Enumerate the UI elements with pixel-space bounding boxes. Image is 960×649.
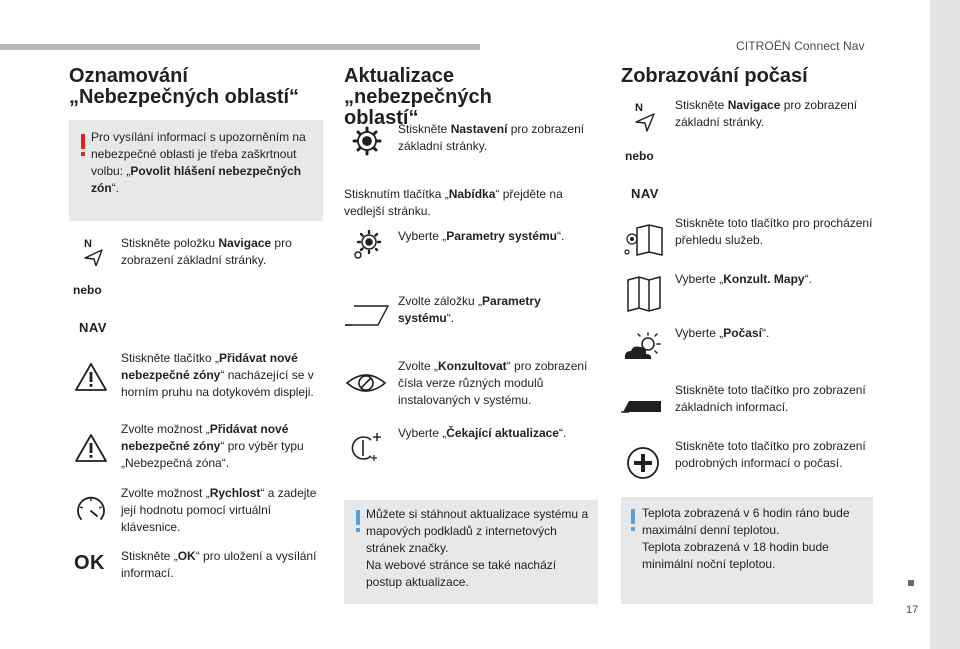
- svg-text:N: N: [84, 238, 92, 250]
- step-add-hazard: Stiskněte tlačítko „Přidávat nové nebezpečné zóny“ nacházející se v horním pruhu na dotykovém displeji.: [121, 351, 314, 399]
- svg-text:N: N: [635, 102, 643, 114]
- speedometer-icon[interactable]: [75, 494, 107, 524]
- warning-triangle-icon[interactable]: [74, 362, 108, 392]
- basic-info-tab-icon[interactable]: [621, 399, 663, 413]
- step-basic-info: Stiskněte toto tlačítko pro zobrazení základních informací.: [675, 383, 866, 414]
- warning-triangle-icon[interactable]: [74, 433, 108, 463]
- step-weather: Vyberte „Počasí“.: [675, 326, 770, 340]
- navigation-icon[interactable]: [82, 236, 104, 266]
- step-system-tab: Zvolte záložku „Parametry systému“.: [398, 294, 541, 325]
- info-note: Můžete si stáhnout aktualizace systému a mapových podkladů z internetových stránek značky. Na webové stránce se také nachází postup aktualizace.: [344, 500, 598, 604]
- step-menu: Stisknutím tlačítka „Nabídka“ přejděte na vedlejší stránku.: [344, 187, 563, 218]
- section-title: Oznamování „Nebezpečných oblastí“: [69, 65, 300, 108]
- warning-note: Pro vysílání informací s upozorněním na nebezpečné oblasti je třeba zaškrtnout volbu: „Povolit hlášení nebezpečných zón“.: [69, 120, 323, 221]
- step-navigation: Stiskněte položku Navigace pro zobrazení základní stránky.: [121, 236, 292, 267]
- step-system-parameters: Vyberte „Parametry systému“.: [398, 229, 565, 243]
- continue-marker: [908, 580, 914, 586]
- settings-gear-icon[interactable]: [352, 126, 382, 156]
- or-label: nebo: [73, 283, 102, 297]
- or-label: nebo: [625, 149, 654, 163]
- weather-icon[interactable]: [622, 332, 662, 362]
- step-ok: Stiskněte „OK“ pro uložení a vysílání informací.: [121, 549, 317, 580]
- step-consult-maps: Vyberte „Konzult. Mapy“.: [675, 272, 812, 286]
- step-consult: Zvolte „Konzultovat“ pro zobrazení čísla verze různých modulů instalovaných v systému.: [398, 359, 588, 407]
- page-edge-strip: [930, 0, 960, 649]
- navigation-icon[interactable]: [632, 100, 656, 132]
- step-pending-updates: Vyberte „Čekající aktualizace“.: [398, 426, 567, 440]
- warning-icon: [81, 134, 85, 149]
- nav-button[interactable]: NAV: [631, 186, 659, 201]
- step-select-hazard: Zvolte možnost „Přidávat nové nebezpečné zóny“ pro výběr typu „Nebezpečná zóna“.: [121, 422, 304, 470]
- tab-icon[interactable]: [344, 304, 390, 326]
- info-icon: [356, 510, 360, 525]
- services-map-icon[interactable]: [624, 224, 664, 258]
- step-services: Stiskněte toto tlačítko pro procházení přehledu služeb.: [675, 216, 873, 247]
- section-title: Zobrazování počasí: [621, 65, 808, 87]
- step-speed: Zvolte možnost „Rychlost“ a zadejte její hodnotu pomocí virtuální klávesnice.: [121, 486, 317, 534]
- section-title: Aktualizace „nebezpečných oblastí“: [344, 65, 492, 129]
- page-number: 17: [906, 604, 919, 616]
- brand-title: CITROËN Connect Nav: [736, 39, 865, 53]
- step-detail-info: Stiskněte toto tlačítko pro zobrazení podrobných informací o počasí.: [675, 439, 866, 470]
- step-settings: Stiskněte Nastavení pro zobrazení základní stránky.: [398, 122, 585, 153]
- header-rule: [0, 44, 480, 50]
- map-icon[interactable]: [626, 276, 662, 312]
- info-icon: [631, 509, 635, 524]
- ok-button[interactable]: OK: [74, 552, 105, 574]
- info-note: Teplota zobrazená v 6 hodin ráno bude maximální denní teplotou. Teplota zobrazená v 18 hodin bude minimální noční teplotou.: [621, 497, 873, 604]
- pending-updates-icon[interactable]: [347, 430, 383, 464]
- step-navigation: Stiskněte Navigace pro zobrazení základní stránky.: [675, 98, 858, 129]
- system-settings-icon[interactable]: [352, 229, 382, 261]
- plus-circle-icon[interactable]: [626, 446, 660, 480]
- nav-button[interactable]: NAV: [79, 320, 107, 335]
- consult-eye-icon[interactable]: [345, 369, 387, 397]
